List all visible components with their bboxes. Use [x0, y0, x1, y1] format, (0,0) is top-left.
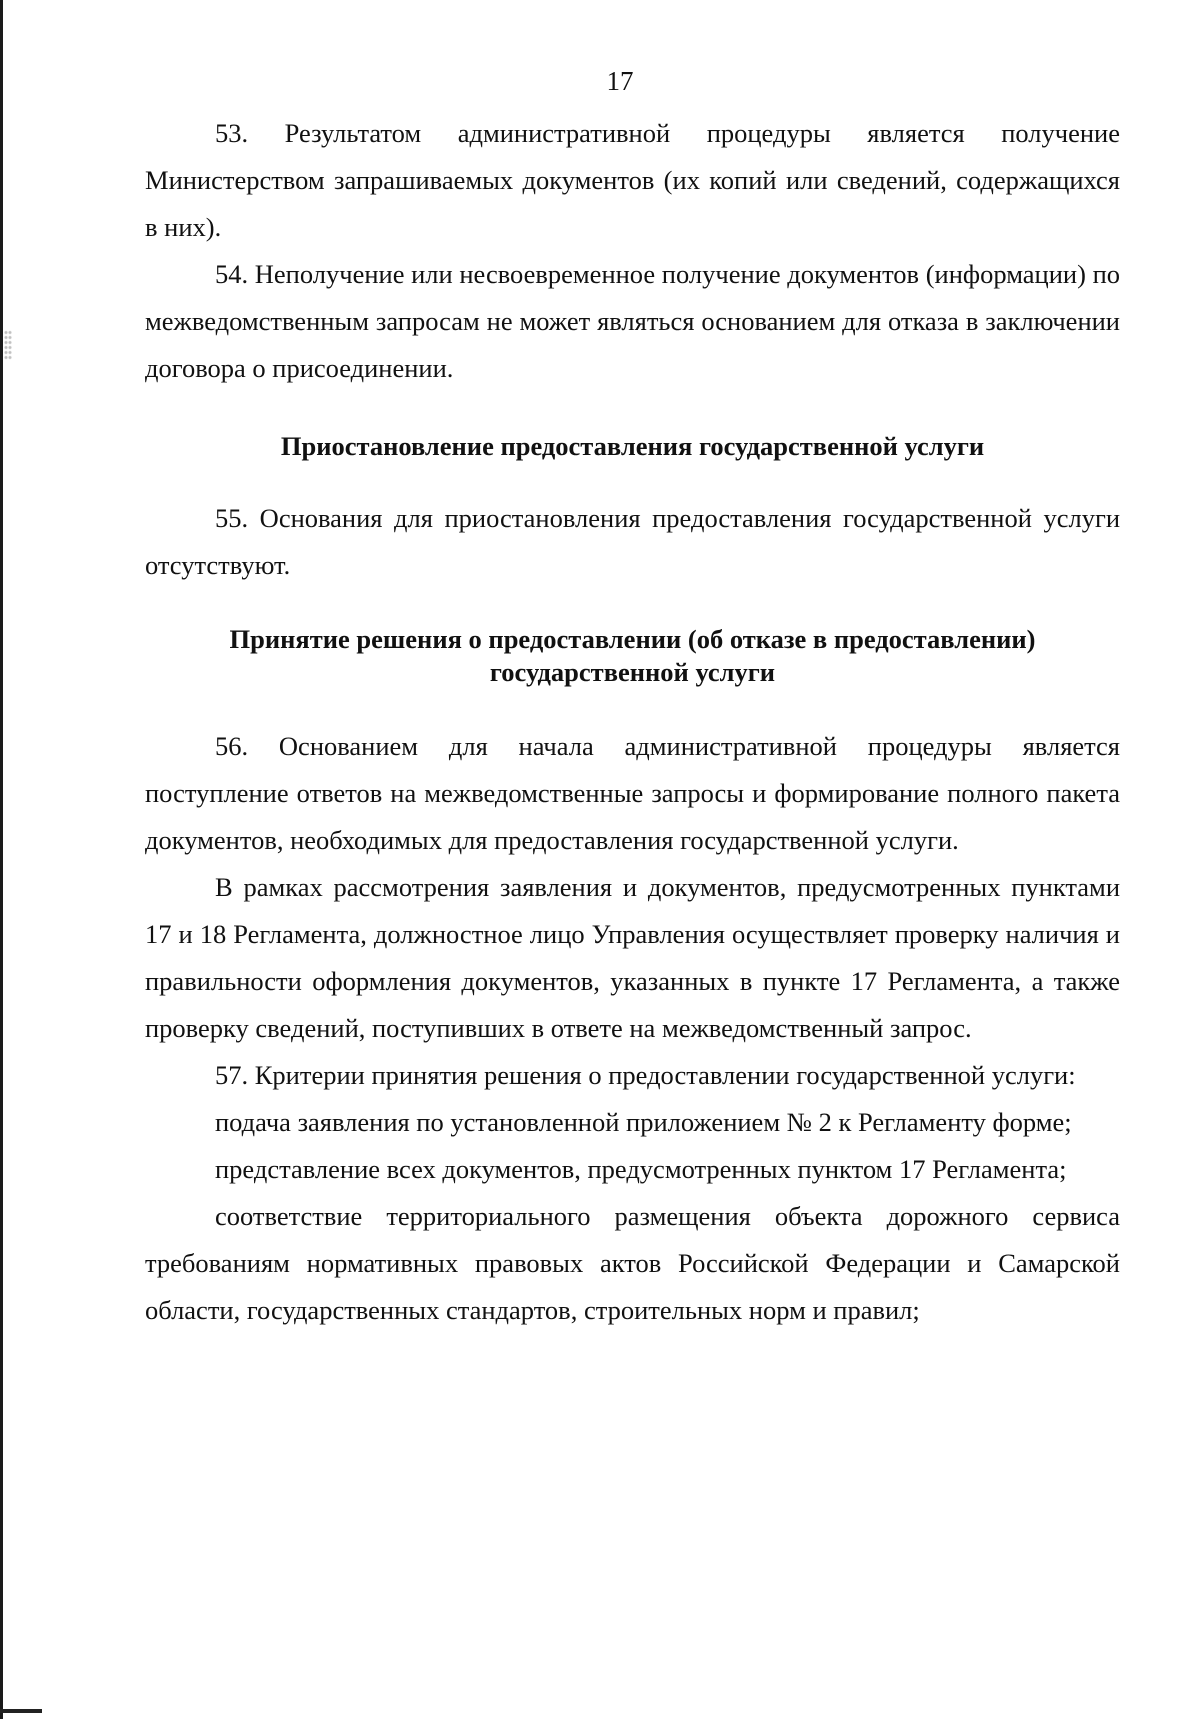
- paragraph-53: 53. Результатом административной процедуры является получение Министерством запрашиваемых документов (их копий или сведений, содержащихся в них).: [145, 118, 1120, 242]
- document-body: [145, 110, 1120, 1334]
- page-number: 17: [606, 66, 634, 96]
- section-heading-suspension: Приостановление предоставления государственной услуги: [280, 431, 985, 461]
- criterion-all-documents: представление всех документов, предусмотренных пунктом 17 Регламента;: [215, 1154, 1067, 1184]
- paragraph-56: 56. Основанием для начала административной процедуры является поступление ответов на межведомственные запросы и формирование полного пакета документов, необходимых для предоставления государственной услуги.: [145, 731, 1120, 855]
- paragraph-57: 57. Критерии принятия решения о предоставлении государственной услуги:: [215, 1060, 1076, 1090]
- criterion-application-form: подача заявления по установленной приложением № 2 к Регламенту форме;: [215, 1107, 1072, 1137]
- criterion-territorial-placement: соответствие территориального размещения объекта дорожного сервиса требованиям нормативных правовых актов Российской Федерации и Самарской области, государственных стандартов, строительных норм и правил;: [145, 1201, 1120, 1325]
- scan-bottom-mark: [0, 1709, 42, 1713]
- scan-left-edge: [0, 0, 3, 1719]
- paragraph-55: 55. Основания для приостановления предоставления государственной услуги отсутствуют.: [145, 503, 1120, 580]
- section-heading-decision-line1: Принятие решения о предоставлении (об отказе в предоставлении): [229, 624, 1036, 654]
- scan-speckle: [4, 330, 12, 360]
- paragraph-54: 54. Неполучение или несвоевременное получение документов (информации) по межведомственным запросам не может являться основанием для отказа в заключении договора о присоединении.: [145, 259, 1120, 383]
- section-heading-decision: [145, 623, 1120, 689]
- paragraph-56-review: В рамках рассмотрения заявления и документов, предусмотренных пунктами 17 и 18 Регламента, должностное лицо Управления осуществляет проверку наличия и правильности оформления документов, указанных в пункте 17 Регламента, а также проверку сведений, поступивших в ответе на межведомственный запрос.: [145, 872, 1120, 1043]
- section-heading-decision-line2: государственной услуги: [489, 657, 776, 687]
